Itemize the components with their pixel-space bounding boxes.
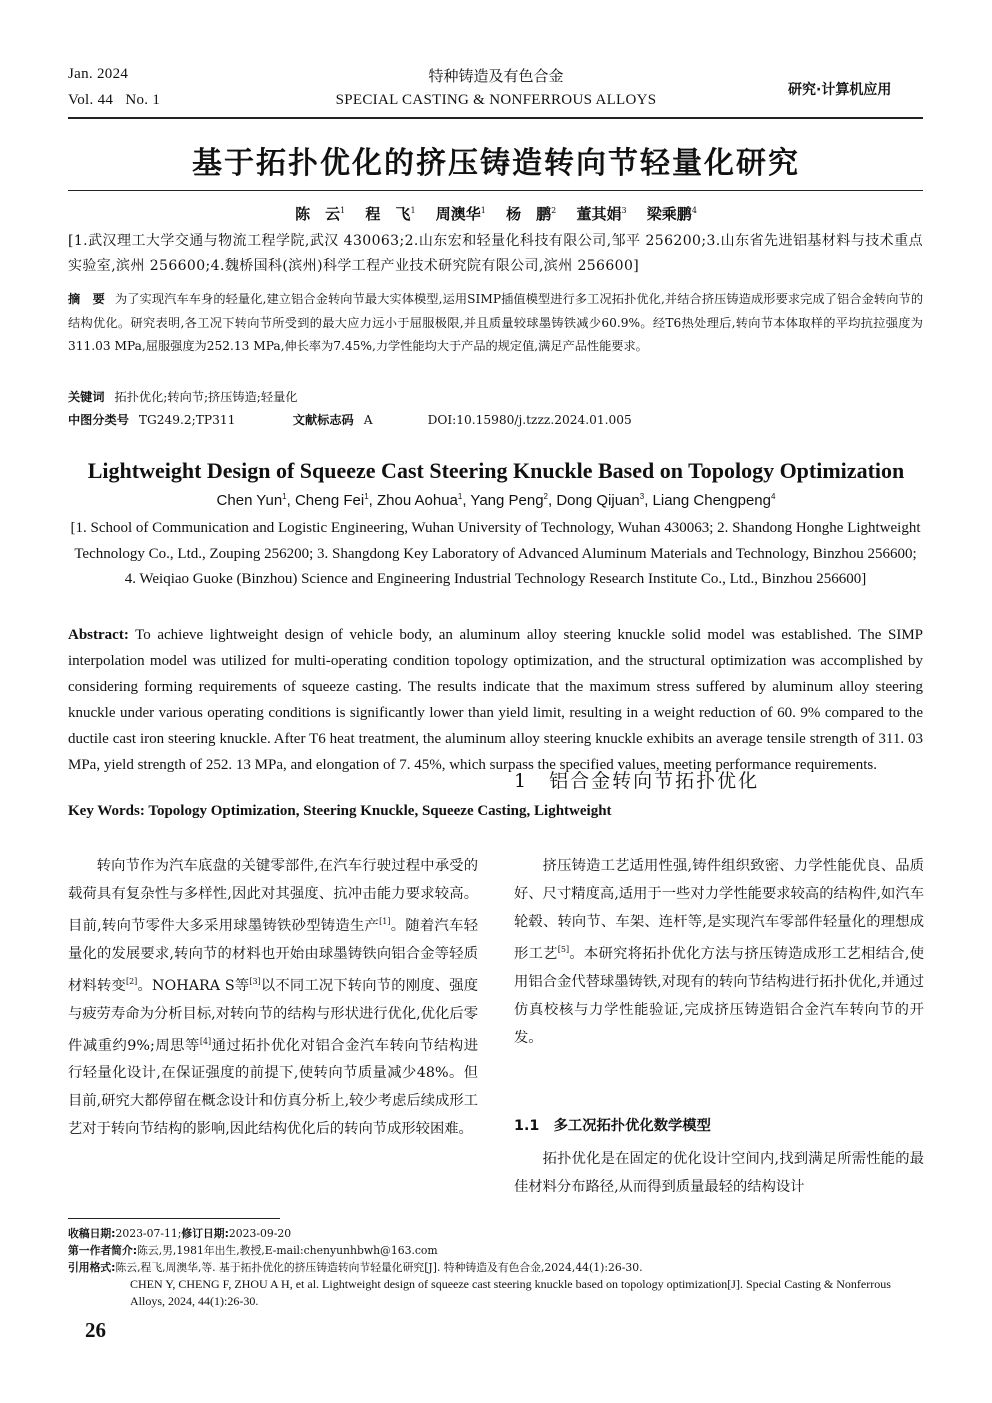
author-list xyxy=(0,203,992,224)
keywords-en: Key Words: Topology Optimization, Steering Knuckle, Squeeze Casting, Lightweight xyxy=(68,803,612,819)
author: 陈 云$^1$ xyxy=(295,205,346,223)
footnote-dates: 收稿日期:2023-07-11;修订日期:2023-09-20 xyxy=(68,1227,292,1240)
issue-volume: Vol. 44 No. 1 xyxy=(68,92,161,108)
author: 杨 鹏$^2$ xyxy=(506,205,557,223)
paper-title-en: Lightweight Design of Squeeze Cast Steering Knuckle Based on Topology Optimization xyxy=(87,458,905,483)
journal-name-cn: 特种铸造及有色合金 xyxy=(428,67,564,85)
issue-date: Jan. 2024 xyxy=(68,66,129,82)
author: 梁乘鹏$^4$ xyxy=(646,205,697,223)
keywords-en-text: Topology Optimization, Steering Knuckle, Squeeze Casting, Lightweight xyxy=(148,803,612,819)
keywords-cn-label: 关键词 xyxy=(68,390,105,404)
citation: [1] xyxy=(379,917,391,926)
subsection-heading: 1.1 多工况拓扑优化数学模型 xyxy=(514,1118,711,1134)
abstract-en: Abstract: To achieve lightweight design of vehicle body, an aluminum alloy steering knuckle solid model was established. The SIMP interpolation model was utilized for multi-operating condition topology optimization, and the structural optimization was accomplished by considering forming requirements of squeeze casting. The results indicate that the maximum stress suffered by aluminum alloy steering knuckle under various operating conditions is significantly lower than yield limit, resulting in a weight reduction of 60. 9% compared to the ductile cast iron steering knuckle. After T6 heat treatment, the aluminum alloy steering knuckle exhibits an average tensile strength of 311. 03 MPa, yield strength of 252. 13 MPa, and elongation of 7. 45%, which surpass the specified values, meeting performance requirements. xyxy=(68,627,924,773)
clc-label: 中图分类号 xyxy=(68,413,129,427)
body-paragraph: 拓扑优化是在固定的优化设计空间内,找到满足所需性能的最佳材料分布路径,从而得到质量最轻的结构设计 xyxy=(514,1151,924,1195)
body-paragraph: 挤压铸造工艺适用性强,铸件组织致密、力学性能优良、品质好、尺寸精度高,适用于一些对力学性能要求较高的结构件,如汽车轮毂、转向节、车架、连杆等,是实现汽车零部件轻量化的理想成形工艺[5]。本研究将拓扑优化方法与挤压铸造成形工艺相结合,使用铝合金代替球墨铸铁,对现有的转向节结构进行拓扑优化,并通过仿真校核与力学性能验证,完成挤压铸造铝合金汽车转向节的开发。 xyxy=(514,858,925,1046)
body-column-right xyxy=(514,852,924,1052)
body-paragraph: 转向节作为汽车底盘的关键零部件,在汽车行驶过程中承受的载荷具有复杂性与多样性,因此对其强度、抗冲击能力要求较高。目前,转向节零件大多采用球墨铸铁砂型铸造生产[1]。随着汽车轻量化的发展要求,转向节的材料也开始由球墨铸铁向铝合金等轻质材料转变[2]。NOHARA S等[3]以不同工况下转向节的刚度、强度与疲劳寿命为分析目标,对转向节的结构与形状进行优化,优化后零件减重约9%;周思等[4]通过拓扑优化对铝合金汽车转向节结构进行轻量化设计,在保证强度的前提下,使转向节质量减少48%。但目前,研究大都停留在概念设计和仿真分析上,较少考虑后续成形工艺对于转向节结构的影响,因此结构优化后的转向节成形较困难。 xyxy=(68,858,479,1138)
keywords-cn-text: 拓扑优化;转向节;挤压铸造;轻量化 xyxy=(114,390,298,404)
affiliation-cn: [1.武汉理工大学交通与物流工程学院,武汉 430063;2.山东宏和轻量化科技有限公司,邹平 256200;3.山东省先进铝基材料与技术重点实验室,滨州 256600;4.魏桥国科(滨州)科学工程产业技术研究院有限公司,滨州 256600] xyxy=(68,233,923,274)
author: 周澳华$^1$ xyxy=(435,205,486,223)
section-heading: 1 铝合金转向节拓扑优化 xyxy=(514,770,760,792)
journal-name-en: SPECIAL CASTING & NONFERROUS ALLOYS xyxy=(335,92,657,108)
paper-title: 基于拓扑优化的挤压铸造转向节轻量化研究 xyxy=(192,146,800,181)
footnote-author: 第一作者简介:陈云,男,1981年出生,教授,E-mail:chenyunhbwh@163.com xyxy=(68,1244,438,1257)
clc-code: TG249.2;TP311 xyxy=(138,413,236,427)
classification-line xyxy=(68,410,923,430)
abstract-cn-text: 为了实现汽车车身的轻量化,建立铝合金转向节最大实体模型,运用SIMP插值模型进行多工况拓扑优化,并结合挤压铸造成形要求完成了铝合金转向节的结构优化。研究表明,各工况下转向节所受到的最大应力远小于屈服极限,并且质量较球墨铸铁减少60.9%。经T6热处理后,转向节本体取样的平均抗拉强度为311.03 MPa,屈服强度为252.13 MPa,伸长率为7.45%,力学性能均大于产品的规定值,满足产品性能要求。 xyxy=(68,292,924,353)
keywords-cn xyxy=(68,387,923,407)
body-column-right-cont xyxy=(514,1145,924,1201)
keywords-en-label: Key Words xyxy=(68,803,140,819)
author-list-en: Chen Yun$^1$, Cheng Fei$^1$, Zhou Aohua$^1$, Yang Peng$^2$, Dong Qijuan$^3$, Liang Chengpeng$^4$ xyxy=(216,492,776,509)
header-rule xyxy=(68,117,923,119)
abstract-en-text: To achieve lightweight design of vehicle body, an aluminum alloy steering knuckle solid model was established. The SIMP interpolation model was utilized for multi-operating condition topology optimization, and the structural optimization was accomplished by considering forming requirements of squeeze casting. The results indicate that the maximum stress suffered by aluminum alloy steering knuckle under various operating conditions is significantly lower than yield limit, resulting in a weight reduction of 60. 9% compared to the ductile cast iron steering knuckle. After T6 heat treatment, the aluminum alloy steering knuckle exhibits an average tensile strength of 311. 03 MPa, yield strength of 252. 13 MPa, and elongation of 7. 45%, which surpass the specified values, meeting performance requirements. xyxy=(68,627,924,773)
section-tag: 研究·计算机应用 xyxy=(788,82,892,98)
citation: [2] xyxy=(125,976,138,986)
body-column-left xyxy=(68,852,478,1143)
title-rule xyxy=(68,190,923,191)
doc-code: A xyxy=(363,413,373,427)
abstract-cn-label: 摘 要 xyxy=(68,292,105,306)
abstract-cn xyxy=(68,288,923,359)
citation: [4] xyxy=(199,1036,212,1046)
author: 董其娟$^3$ xyxy=(576,205,627,223)
footnote-rule xyxy=(68,1218,280,1219)
doi: DOI:10.15980/j.tzzz.2024.01.005 xyxy=(427,413,632,427)
citation: [3] xyxy=(249,976,261,986)
citation: [5] xyxy=(557,945,570,954)
footnote-citation-cn: 引用格式:陈云,程飞,周澳华,等. 基于拓扑优化的挤压铸造转向节轻量化研究[J]. 特种铸造及有色合金,2024,44(1):26-30. xyxy=(68,1261,643,1274)
author: 程 飞$^1$ xyxy=(365,205,416,223)
abstract-en-label: Abstract xyxy=(68,627,124,643)
page-number: 26 xyxy=(85,1318,106,1342)
affiliation-en: [1. School of Communication and Logistic Engineering, Wuhan University of Technology, Wuhan 430063; 2. Shandong Honghe Lightweight Technology Co., Ltd., Zouping 256200; 3. Shangdong Key Laboratory of Advanced Aluminum Materials and Technology, Binzhou 256600; 4. Weiqiao Guoke (Binzhou) Science and Engineering Industrial Technology Research Institute Co., Ltd., Binzhou 256600] xyxy=(70,520,921,587)
footnote-citation-en: CHEN Y, CHENG F, ZHOU A H, et al. Lightweight design of squeeze cast steering knuckle based on topology optimization[J]. Special Casting & Nonferrous Alloys, 2024, 44(1):26-30. xyxy=(130,1277,891,1308)
doc-code-label: 文献标志码 xyxy=(292,413,354,427)
